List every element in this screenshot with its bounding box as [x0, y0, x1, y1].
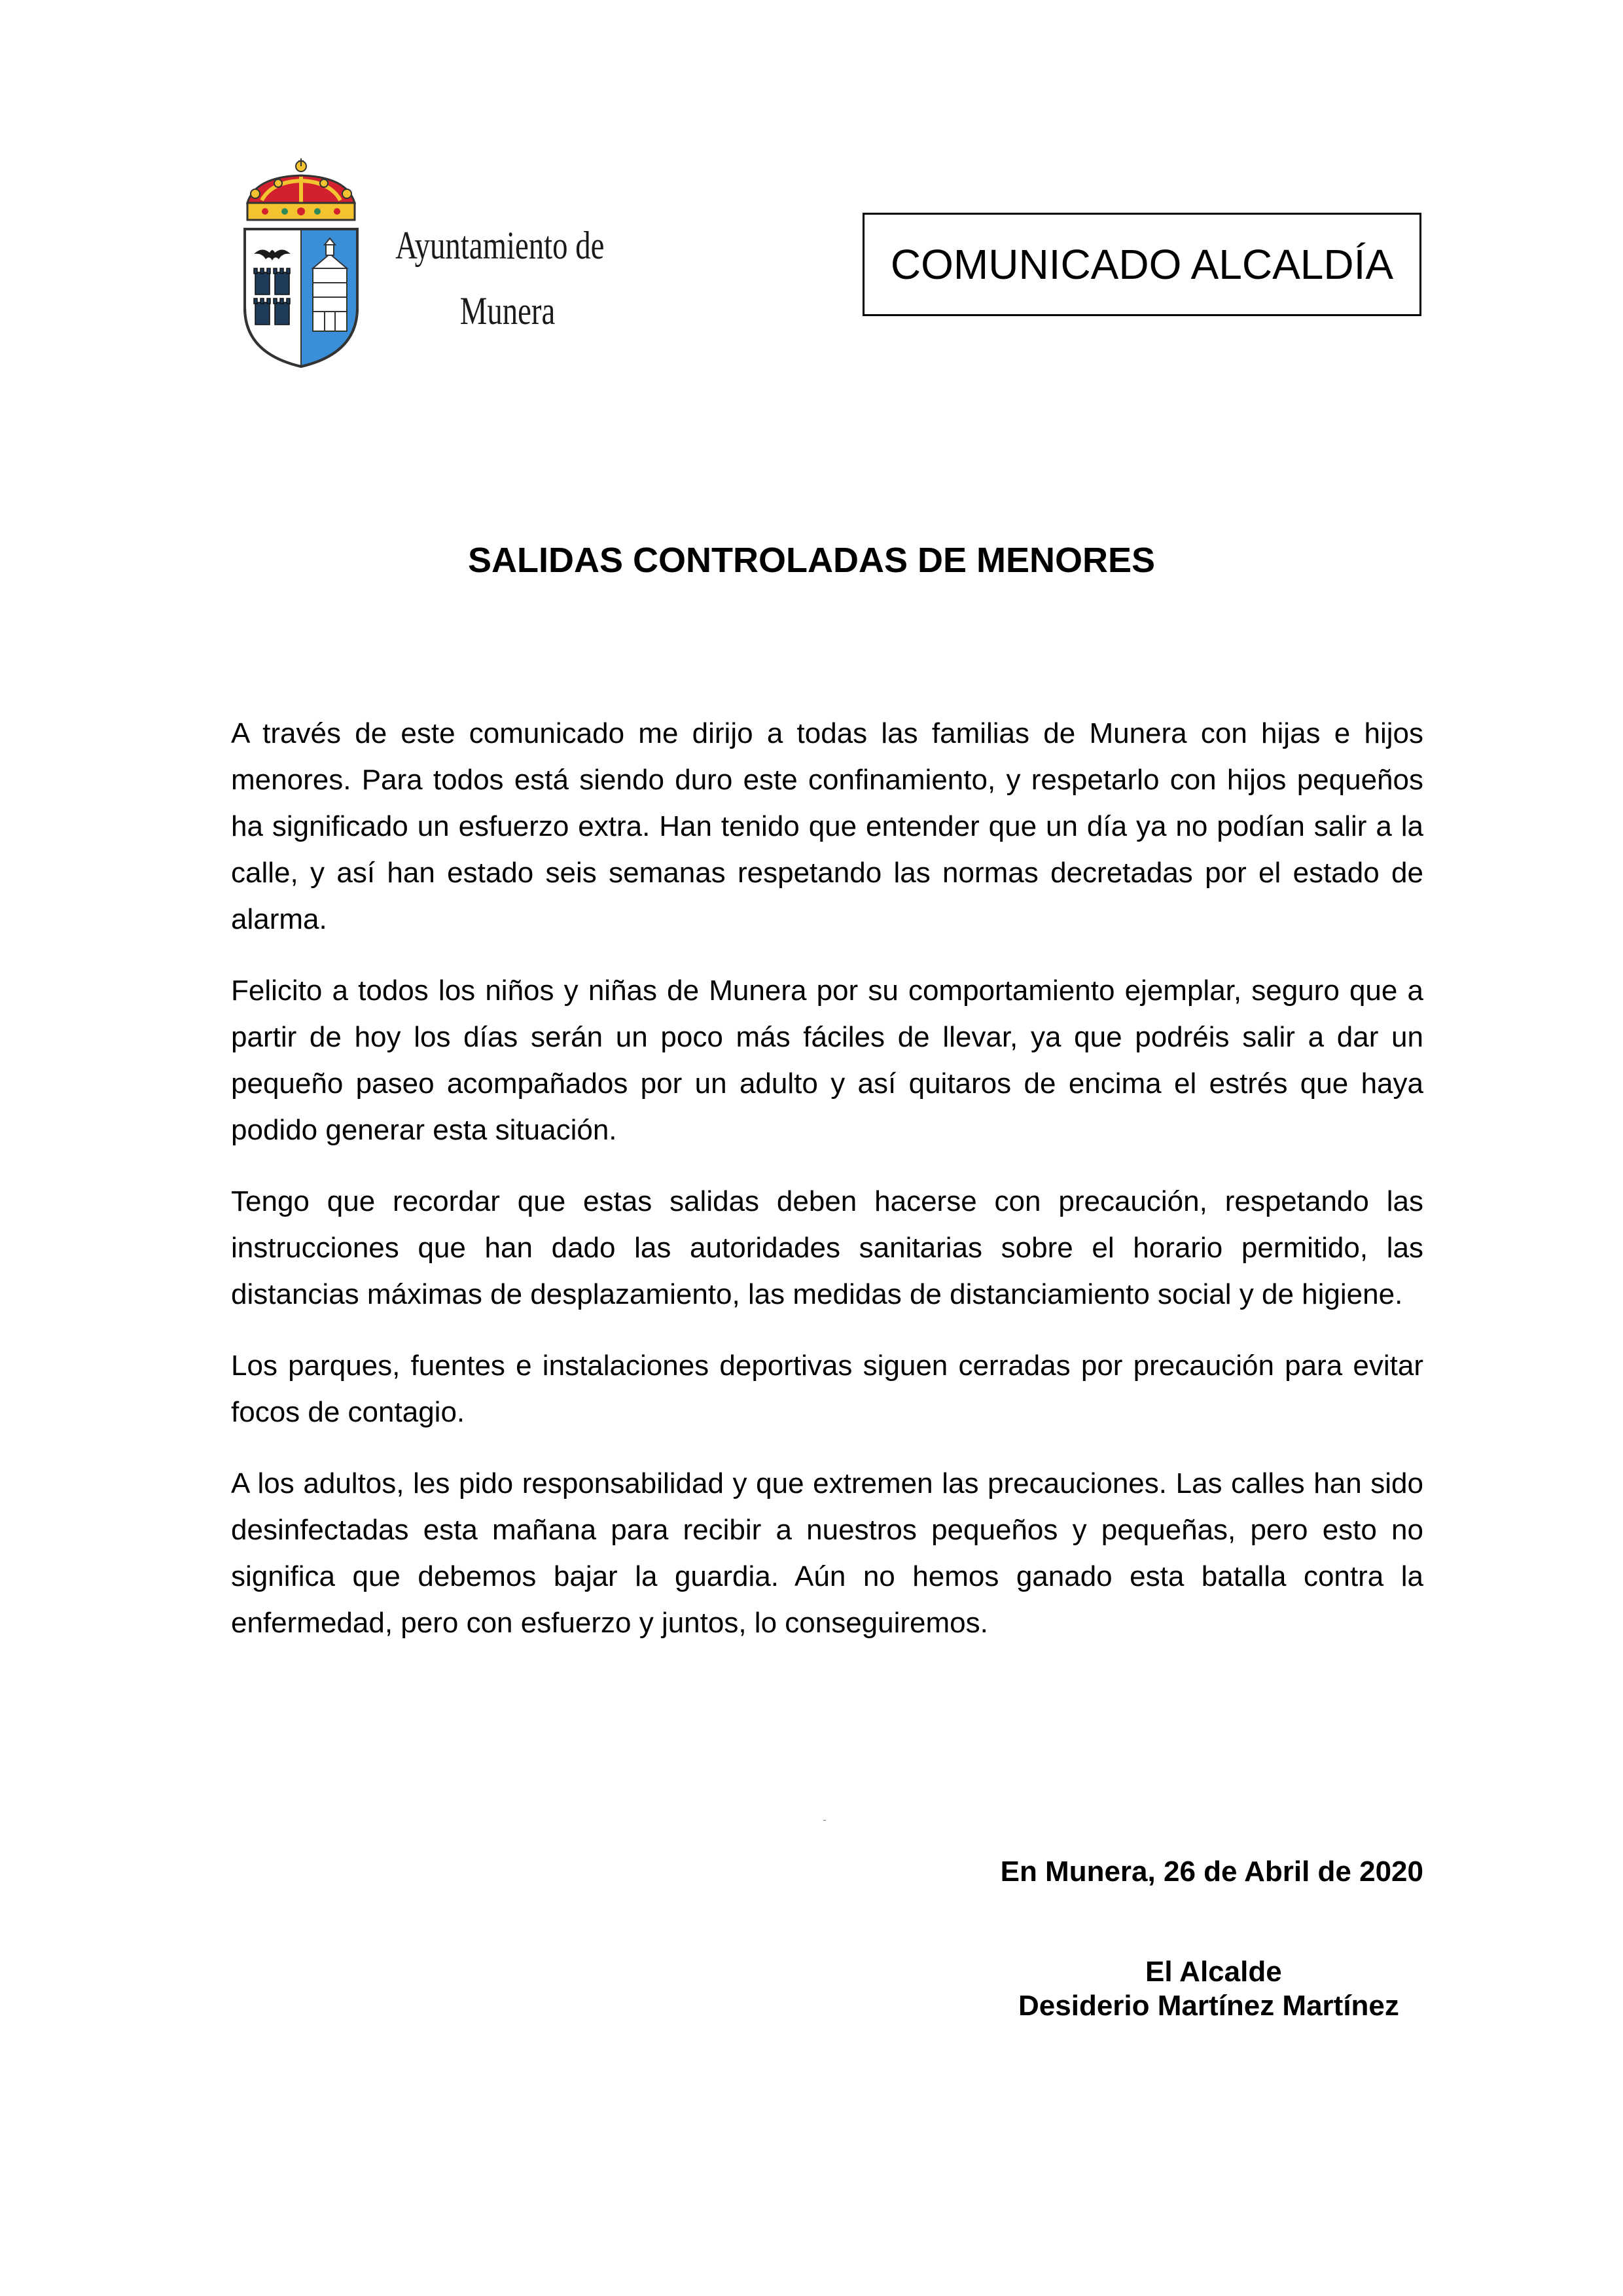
closing-date: En Munera, 26 de Abril de 2020	[1000, 1856, 1423, 1888]
body-paragraph: A los adultos, les pido responsabilidad y que extremen las precauciones. Las calles han sido desinfectadas esta mañana para recibir a nuestros pequeños y pequeñas, pero esto no significa que debemos bajar la guardia. Aún no hemos ganado esta batalla contra la enfermedad, pero con esfuerzo y juntos, lo conseguiremos.	[231, 1467, 1423, 1639]
signature-name: Desiderio Martínez Martínez	[1018, 1990, 1399, 2022]
comunicado-badge	[863, 213, 1421, 316]
org-name-line2: Munera	[459, 289, 556, 332]
coat-of-arms-icon	[236, 157, 366, 373]
body-paragraph: Tengo que recordar que estas salidas deben hacerse con precaución, respetando las instrucciones que han dado las autoridades sanitarias sobre el horario permitido, las distancias máximas de desplazamiento, las medidas de distanciamiento social y de higiene.	[231, 1185, 1423, 1310]
stray-mark: ˜	[823, 1818, 826, 1827]
body-paragraph: A través de este comunicado me dirijo a todas las familias de Munera con hijas e hijos menores. Para todos está siendo duro este confinamiento, y respetarlo con hijos pequeños ha significado un esfuerzo extra. Han tenido que entender que un día ya no podían salir a la calle, y así han estado seis semanas respetando las normas decretadas por el estado de alarma.	[231, 717, 1423, 935]
body-paragraph: Felicito a todos los niños y niñas de Munera por su comportamiento ejemplar, seguro que a partir de hoy los días serán un poco más fáciles de llevar, ya que podréis salir a dar un pequeño paseo acompañados por un adulto y así quitaros de encima el estrés que haya podido generar esta situación.	[231, 975, 1423, 1146]
document-title: SALIDAS CONTROLADAS DE MENORES	[467, 541, 1156, 580]
municipality-name	[393, 213, 607, 344]
body-paragraph: Los parques, fuentes e instalaciones deportivas siguen cerradas por precaución para evitar focos de contagio.	[231, 1350, 1423, 1428]
comunicado-badge-label: COMUNICADO ALCALDÍA	[890, 241, 1394, 288]
signature-role: El Alcalde	[1145, 1956, 1282, 1988]
org-name-line1: Ayuntamiento de	[395, 224, 605, 267]
document-body	[231, 710, 1423, 1671]
